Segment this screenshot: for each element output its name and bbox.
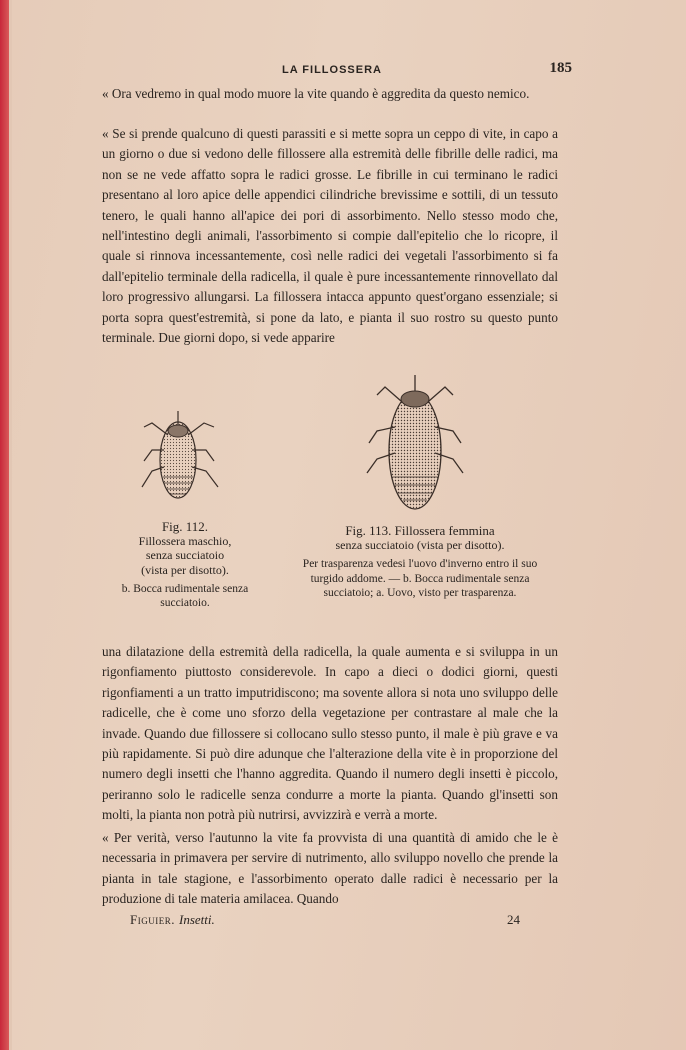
page-header: [92, 60, 572, 80]
figure-113-description: Per trasparenza vedesi l'uovo d'inverno entro il suo turgido addome. — b. Bocca rudimentale senza succiatoio; a. Uovo, visto per trasparenza.: [302, 558, 538, 599]
figure-112-title: Fig. 112.: [161, 519, 209, 534]
figure-112-caption: [110, 520, 260, 610]
page-edge-strip: [0, 0, 9, 1050]
figure-113-line-1: senza succiatoio (vista per disotto).: [335, 538, 505, 553]
figure-113-caption: [290, 524, 550, 600]
paragraph-1: « Ora vedremo in qual modo muore la vite quando è aggredita da questo nemico.: [102, 86, 530, 101]
signature-number: 24: [507, 912, 520, 927]
figure-112-line-2: senza succiatoio: [145, 548, 225, 563]
male-phylloxera-illustration: [130, 405, 230, 510]
figure-113-illustration: [355, 365, 475, 515]
footer-author: [130, 912, 215, 928]
figure-112-description: b. Bocca rudimentale senza succiatoio.: [121, 582, 249, 610]
running-title: LA FILLOSSERA: [282, 64, 382, 76]
book-title: Insetti.: [178, 912, 215, 927]
author-name: Figuier.: [130, 912, 175, 927]
paragraph-2: « Se si prende qualcuno di questi parassiti e si mette sopra un ceppo di vite, in capo a un giorno o due si vedono delle fillossere alla estremità delle fibrille delle radici, ma non se ne vede affatto sopra le radici grosse. Le fibrille in cui terminano le radici presentano al loro apice delle appendici cilindriche brevissime e sottili, di un tessuto tenero, le quali hanno all'apice dei pori di assorbimento. Nello stesso modo che, nell'intestino degli animali, l'assorbimento si compie dall'epitelio che lo ricopre, il quale si rinnova incessantemente, così nelle radici dei vegetali l'assorbimento si fa dall'epitelio terminale della radicella, il quale è pure incessantemente rinnovellato dal loro progressivo allungarsi. La fillossera intacca appunto quest'organo essenziale; si porta sopra quest'estremità, si pone da lato, e pianta il suo rostro su questo punto terminale. Due giorni dopo, si vede apparire: [102, 126, 558, 346]
page-footer: [130, 912, 520, 930]
paragraph-3: una dilatazione della estremità della radicella, la quale aumenta e si sviluppa in un rigonfiamento piuttosto considerevole. In capo a dieci o dodici giorni, questi rigonfiamenti a un tratto imputridiscono; ma sovente allora si nota uno sviluppo delle radicelle, che è come uno sforzo della vegetazione per contrastare al male che la invade. Quando due fillossere si collocano sullo stesso punto, il male è più grave e va più rapidamente. Si può dire adunque che l'alterazione della vite è in proporzione del numero degli insetti che l'hanno aggredita. Quando il numero degli insetti è piccolo, periranno solo le radicelle senza condurre a morte la pianta. Quando gl'insetti son molti, la pianta non potrà più nutrirsi, avvizzirà e verrà a morte.: [102, 644, 558, 823]
page-number: 185: [549, 60, 572, 76]
figure-112-line-1: Fillossera maschio,: [138, 534, 232, 549]
female-phylloxera-illustration: [355, 365, 475, 515]
paragraph-4: « Per verità, verso l'autunno la vite fa provvista di una quantità di amido che le è necessaria in primavera per servire di nutrimento, allo sviluppo novello che prende la pianta in tale stagione, e l'assorbimento operato dalle radici è necessario per la produzione di tale materia amilacea. Quando: [102, 830, 558, 907]
figure-112-illustration: [130, 405, 230, 510]
figure-112-line-3: (vista per disotto).: [141, 562, 229, 577]
figure-113-title: Fig. 113. Fillossera femmina: [345, 523, 495, 538]
